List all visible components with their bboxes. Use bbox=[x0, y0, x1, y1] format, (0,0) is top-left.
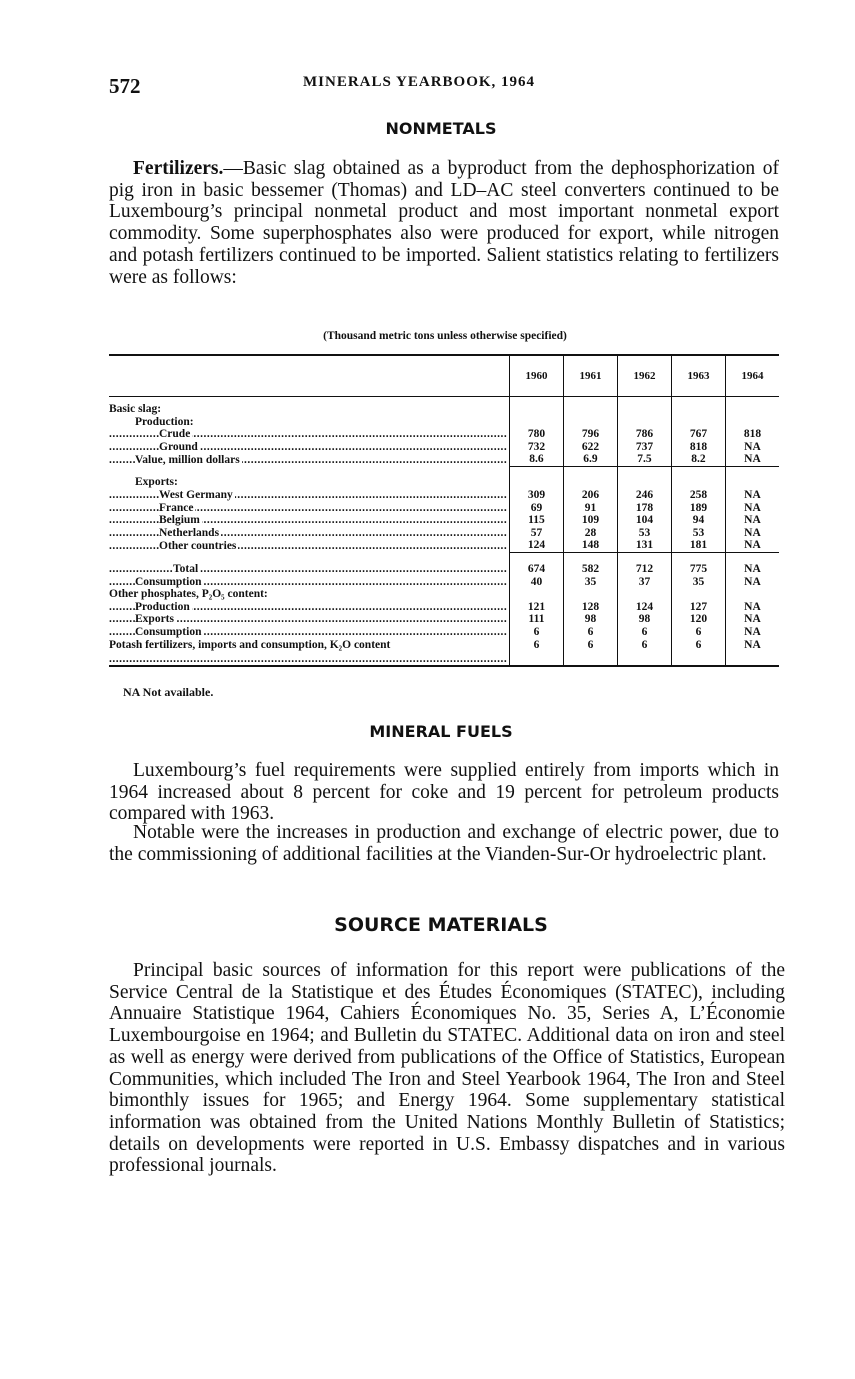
value-cell: 109 bbox=[563, 514, 617, 527]
value-cell: 189 bbox=[671, 502, 725, 515]
row-label bbox=[109, 576, 509, 589]
value-cell: NA bbox=[725, 514, 779, 527]
row-label bbox=[109, 416, 509, 429]
value-cell: NA bbox=[725, 489, 779, 502]
page-number: 572 bbox=[109, 74, 141, 98]
value-cell: 582 bbox=[563, 553, 617, 576]
value-cell: 6 bbox=[617, 639, 671, 667]
value-cell: NA bbox=[725, 576, 779, 589]
value-cell: 6 bbox=[617, 626, 671, 639]
row-label-text: Consumption bbox=[135, 626, 202, 638]
value-cell: 69 bbox=[509, 502, 563, 515]
table-row bbox=[109, 441, 779, 454]
value-cell bbox=[563, 588, 617, 601]
value-cell bbox=[671, 466, 725, 489]
source-paragraph bbox=[109, 960, 785, 1177]
row-label bbox=[109, 397, 509, 416]
table-footnote: NA Not available. bbox=[123, 685, 214, 699]
value-cell: 6 bbox=[671, 626, 725, 639]
value-cell: 780 bbox=[509, 428, 563, 441]
mineral-fuels-heading: MINERAL FUELS bbox=[369, 722, 513, 741]
row-label bbox=[109, 466, 509, 489]
value-cell: 104 bbox=[617, 514, 671, 527]
table-row bbox=[109, 553, 779, 576]
row-label bbox=[109, 441, 509, 454]
row-label-text: Crude bbox=[159, 428, 191, 441]
value-cell: 98 bbox=[617, 613, 671, 626]
value-cell: 732 bbox=[509, 441, 563, 454]
row-label-text: Consumption bbox=[135, 575, 202, 588]
fertilizer-statistics-table bbox=[109, 354, 779, 667]
value-cell: NA bbox=[725, 502, 779, 515]
value-cell: 181 bbox=[671, 539, 725, 552]
value-cell: 98 bbox=[563, 613, 617, 626]
value-cell: 148 bbox=[563, 539, 617, 552]
table-row bbox=[109, 588, 779, 601]
value-cell: 8.2 bbox=[671, 453, 725, 466]
value-cell bbox=[617, 416, 671, 429]
value-cell: NA bbox=[725, 527, 779, 540]
value-cell: 818 bbox=[725, 428, 779, 441]
value-cell bbox=[671, 416, 725, 429]
value-cell bbox=[617, 466, 671, 489]
value-cell: 128 bbox=[563, 601, 617, 614]
table-row bbox=[109, 502, 779, 515]
source-text: Principal basic sources of information for this report were publications of the Service Central de la Statistique et des Études Économiques (STATEC), including Annuaire Statistique 1964, Cahiers Économiques No. 35, Series A, L’Économie Luxembourgoise en 1964; and Bulletin du STATEC. Additional data on iron and steel as well as energy were derived from publications of the Office of Statistics, European Communities, which included The Iron and Steel Yearbook 1964, The Iron and Steel bimonthly issues for 1965; and Energy 1964. Some supplementary statistical information was obtained from the United Nations Monthly Bulletin of Statistics; details on developments were reported in U.S. Embassy dispatches and in various professional journals. bbox=[109, 960, 785, 1177]
fuels-text-2: Notable were the increases in production and exchange of electric power, due to the commissioning of additional facilities at the Vianden-Sur-Or hydroelectric plant. bbox=[109, 822, 779, 865]
table-header-row bbox=[109, 355, 779, 397]
fuels-paragraph-1 bbox=[109, 760, 779, 825]
value-cell: 6 bbox=[509, 639, 563, 667]
row-label-text: Other phosphates, P₂O₅ content: bbox=[109, 588, 268, 601]
value-cell bbox=[509, 466, 563, 489]
value-cell: 622 bbox=[563, 441, 617, 454]
row-label-text: France bbox=[159, 501, 194, 514]
value-cell: NA bbox=[725, 453, 779, 466]
table-row bbox=[109, 639, 779, 667]
row-label-text: Exports bbox=[135, 613, 174, 626]
row-label-text: Ground bbox=[159, 440, 198, 453]
value-cell: 786 bbox=[617, 428, 671, 441]
row-label bbox=[109, 588, 509, 601]
value-cell: NA bbox=[725, 539, 779, 552]
row-label-text: Value, million dollars bbox=[135, 453, 240, 466]
nonmetals-heading: NONMETALS bbox=[385, 119, 497, 138]
row-label bbox=[109, 626, 509, 639]
value-cell bbox=[725, 416, 779, 429]
row-label-text: Basic slag: bbox=[109, 403, 162, 415]
table-row bbox=[109, 576, 779, 589]
value-cell: 120 bbox=[671, 613, 725, 626]
row-label-text: Production: bbox=[135, 415, 194, 428]
value-cell: NA bbox=[725, 639, 779, 667]
table-row bbox=[109, 428, 779, 441]
value-cell: 775 bbox=[671, 553, 725, 576]
value-cell bbox=[725, 466, 779, 489]
row-label bbox=[109, 428, 509, 441]
value-cell: 40 bbox=[509, 576, 563, 589]
value-cell: NA bbox=[725, 626, 779, 639]
value-cell: 674 bbox=[509, 553, 563, 576]
value-cell bbox=[509, 397, 563, 416]
value-cell bbox=[563, 466, 617, 489]
row-label bbox=[109, 639, 509, 667]
source-materials-heading: SOURCE MATERIALS bbox=[334, 914, 548, 936]
value-cell: 6 bbox=[563, 639, 617, 667]
fuels-paragraph-2 bbox=[109, 822, 779, 865]
value-cell bbox=[563, 416, 617, 429]
row-label-text: Netherlands bbox=[159, 526, 220, 539]
value-cell: 28 bbox=[563, 527, 617, 540]
table-row bbox=[109, 466, 779, 489]
column-header: 1962 bbox=[617, 355, 671, 397]
table-row bbox=[109, 489, 779, 502]
value-cell: 124 bbox=[509, 539, 563, 552]
column-header: 1963 bbox=[671, 355, 725, 397]
table-row bbox=[109, 626, 779, 639]
row-label bbox=[109, 601, 509, 614]
table-row bbox=[109, 514, 779, 527]
value-cell bbox=[671, 397, 725, 416]
value-cell bbox=[617, 397, 671, 416]
value-cell bbox=[725, 588, 779, 601]
value-cell: 818 bbox=[671, 441, 725, 454]
value-cell bbox=[617, 588, 671, 601]
row-label-text: Production bbox=[135, 600, 190, 613]
table-caption: (Thousand metric tons unless otherwise specified) bbox=[323, 330, 567, 342]
table-row bbox=[109, 397, 779, 416]
value-cell bbox=[671, 588, 725, 601]
row-label-text: West Germany bbox=[159, 489, 233, 502]
value-cell: NA bbox=[725, 553, 779, 576]
row-label bbox=[109, 514, 509, 527]
fertilizers-text: —Basic slag obtained as a byproduct from the dephosphorization of pig iron in basic bessemer (Thomas) and LD–AC steel converters continued to be Luxembourg’s principal nonmetal product and most important nonmetal export commodity. Some superphosphates also were produced for export, while nitrogen and potash fertilizers continued to be imported. Salient statistics relating to fertilizers were as follows: bbox=[109, 158, 779, 288]
value-cell: 206 bbox=[563, 489, 617, 502]
value-cell: 115 bbox=[509, 514, 563, 527]
value-cell: 7.5 bbox=[617, 453, 671, 466]
column-header: 1960 bbox=[509, 355, 563, 397]
value-cell: 57 bbox=[509, 527, 563, 540]
value-cell: 127 bbox=[671, 601, 725, 614]
table-row bbox=[109, 601, 779, 614]
column-header: 1964 bbox=[725, 355, 779, 397]
table-row bbox=[109, 453, 779, 466]
header-label-cell bbox=[109, 355, 509, 397]
running-title: MINERALS YEARBOOK, 1964 bbox=[303, 74, 536, 90]
value-cell: 124 bbox=[617, 601, 671, 614]
value-cell: NA bbox=[725, 613, 779, 626]
row-label-text: Belgium bbox=[159, 514, 200, 527]
table-row bbox=[109, 527, 779, 540]
value-cell: NA bbox=[725, 441, 779, 454]
value-cell: 37 bbox=[617, 576, 671, 589]
value-cell: 121 bbox=[509, 601, 563, 614]
table-row bbox=[109, 613, 779, 626]
row-label bbox=[109, 502, 509, 515]
fertilizers-lead: Fertilizers. bbox=[133, 158, 224, 179]
value-cell: 8.6 bbox=[509, 453, 563, 466]
fuels-text-1: Luxembourg’s fuel requirements were supplied entirely from imports which in 1964 increased about 8 percent for coke and 19 percent for petroleum products compared with 1963. bbox=[109, 760, 779, 825]
value-cell: NA bbox=[725, 601, 779, 614]
column-header: 1961 bbox=[563, 355, 617, 397]
table-row bbox=[109, 416, 779, 429]
value-cell: 111 bbox=[509, 613, 563, 626]
value-cell: 53 bbox=[617, 527, 671, 540]
value-cell bbox=[509, 588, 563, 601]
row-label bbox=[109, 613, 509, 626]
row-label-text: Exports: bbox=[135, 476, 178, 489]
value-cell: 53 bbox=[671, 527, 725, 540]
row-label-text: Potash fertilizers, imports and consumption, K₂O content bbox=[109, 638, 391, 651]
value-cell: 796 bbox=[563, 428, 617, 441]
value-cell bbox=[563, 397, 617, 416]
value-cell: 6 bbox=[671, 639, 725, 667]
value-cell: 258 bbox=[671, 489, 725, 502]
row-label bbox=[109, 553, 509, 576]
value-cell: 246 bbox=[617, 489, 671, 502]
value-cell: 767 bbox=[671, 428, 725, 441]
value-cell: 6.9 bbox=[563, 453, 617, 466]
value-cell: 712 bbox=[617, 553, 671, 576]
row-label-text: Other countries bbox=[159, 539, 237, 552]
value-cell: 178 bbox=[617, 502, 671, 515]
value-cell bbox=[509, 416, 563, 429]
value-cell: 131 bbox=[617, 539, 671, 552]
value-cell: 35 bbox=[563, 576, 617, 589]
value-cell: 35 bbox=[671, 576, 725, 589]
value-cell: 6 bbox=[509, 626, 563, 639]
row-label bbox=[109, 489, 509, 502]
table-row bbox=[109, 539, 779, 552]
value-cell bbox=[725, 397, 779, 416]
row-label bbox=[109, 539, 509, 552]
value-cell: 737 bbox=[617, 441, 671, 454]
value-cell: 309 bbox=[509, 489, 563, 502]
fertilizers-paragraph bbox=[109, 158, 779, 288]
value-cell: 94 bbox=[671, 514, 725, 527]
row-label bbox=[109, 453, 509, 466]
row-label-text: Total bbox=[173, 563, 199, 576]
value-cell: 6 bbox=[563, 626, 617, 639]
row-label bbox=[109, 527, 509, 540]
value-cell: 91 bbox=[563, 502, 617, 515]
